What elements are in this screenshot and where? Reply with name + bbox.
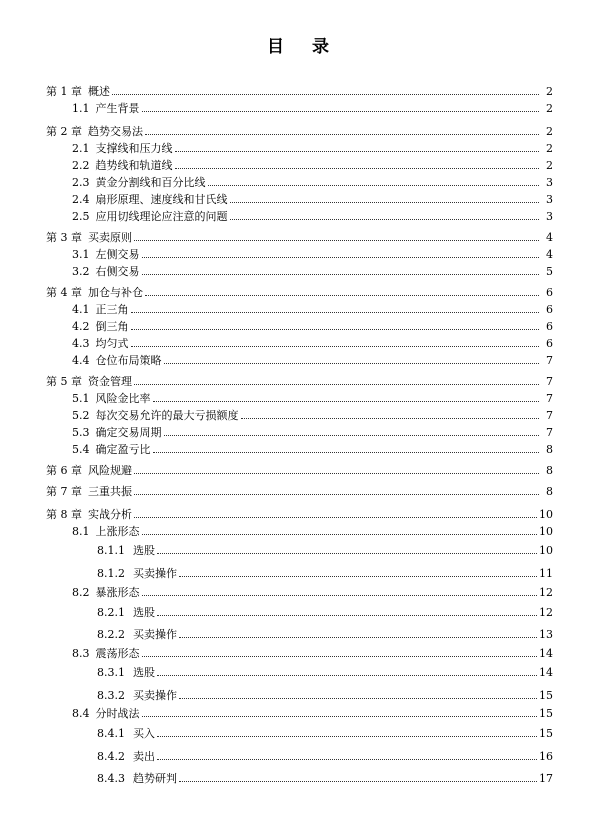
toc-entry[interactable]	[97, 566, 553, 580]
toc-leader-dots	[230, 219, 540, 220]
toc-entry-number: 8.3.2	[97, 689, 125, 702]
toc-entry-page: 2	[546, 142, 553, 155]
toc-entry[interactable]	[72, 209, 553, 223]
toc-leader-dots	[157, 675, 537, 676]
toc-entry-label: 买卖操作	[133, 628, 177, 641]
toc-entry-number: 4.1	[72, 303, 90, 316]
toc-leader-dots	[179, 576, 537, 577]
toc-entry[interactable]	[72, 425, 553, 439]
toc-entry-number: 2.1	[72, 142, 90, 155]
toc-entry[interactable]	[46, 484, 553, 498]
toc-entry[interactable]	[46, 230, 553, 244]
toc-entry-number: 8.2	[72, 586, 90, 599]
toc-entry-label: 卖出	[133, 750, 155, 763]
toc-entry-page: 7	[546, 409, 553, 422]
toc-entry-page: 3	[546, 210, 553, 223]
toc-entry-page: 7	[546, 375, 553, 388]
toc-entry-label: 买卖操作	[133, 689, 177, 702]
toc-leader-dots	[153, 452, 540, 453]
toc-entry-label: 选股	[133, 544, 155, 557]
toc-entry-label: 倒三角	[95, 320, 129, 333]
toc-leader-dots	[241, 418, 540, 419]
toc-entry-number: 第 7 章	[46, 485, 82, 498]
toc-entry[interactable]	[46, 124, 553, 138]
toc-entry-page: 14	[539, 666, 553, 679]
toc-entry-label: 正三角	[95, 303, 129, 316]
toc-entry[interactable]	[72, 175, 553, 189]
toc-entry-number: 8.3.1	[97, 666, 125, 679]
toc-entry-number: 第 5 章	[46, 375, 82, 388]
toc-entry-page: 4	[546, 248, 553, 261]
title-char-2: 录	[312, 37, 331, 57]
toc-entry[interactable]	[72, 141, 553, 155]
toc-entry-number: 8.4.3	[97, 772, 125, 785]
toc-entry-number: 第 3 章	[46, 231, 82, 244]
toc-entry[interactable]	[97, 605, 553, 619]
toc-entry-label: 上涨形态	[95, 525, 140, 538]
toc-entry-page: 12	[539, 586, 553, 599]
toc-leader-dots	[175, 168, 540, 169]
toc-entry-label: 暴涨形态	[95, 586, 140, 599]
toc-entry-label: 扇形原理、速度线和甘氏线	[95, 193, 228, 206]
toc-entry-number: 2.5	[72, 210, 90, 223]
toc-entry-page: 15	[539, 689, 553, 702]
toc-entry-page: 8	[546, 464, 553, 477]
toc-entry-number: 8.1.2	[97, 567, 125, 580]
toc-entry-number: 4.4	[72, 354, 90, 367]
toc-entry-label: 买卖原则	[88, 231, 132, 244]
toc-leader-dots	[179, 637, 537, 638]
toc-entry-label: 趋势交易法	[88, 125, 143, 138]
toc-entry-number: 8.4.1	[97, 727, 125, 740]
toc-entry[interactable]	[97, 688, 553, 702]
page-title	[0, 32, 598, 57]
toc-entry-page: 6	[546, 286, 553, 299]
toc-entry[interactable]	[72, 319, 553, 333]
toc-entry-page: 7	[546, 392, 553, 405]
toc-entry-page: 7	[546, 354, 553, 367]
toc-entry-page: 5	[546, 265, 553, 278]
toc-leader-dots	[164, 435, 540, 436]
toc-entry-page: 6	[546, 303, 553, 316]
toc-entry[interactable]	[72, 353, 553, 367]
toc-entry[interactable]	[46, 285, 553, 299]
toc-entry[interactable]	[72, 646, 553, 660]
toc-entry[interactable]	[72, 585, 553, 599]
toc-leader-dots	[145, 134, 539, 135]
toc-entry-label: 支撑线和压力线	[95, 142, 173, 155]
toc-entry-label: 震荡形态	[95, 647, 140, 660]
toc-entry[interactable]	[46, 84, 553, 98]
toc-entry-label: 趋势线和轨道线	[95, 159, 173, 172]
toc-entry[interactable]	[72, 524, 553, 538]
toc-entry-label: 买卖操作	[133, 567, 177, 580]
toc-entry-number: 第 1 章	[46, 85, 82, 98]
toc-entry-page: 2	[546, 125, 553, 138]
toc-entry-label: 风险金比率	[95, 392, 151, 405]
toc-entry[interactable]	[97, 665, 553, 679]
toc-entry-label: 加仓与补仓	[88, 286, 143, 299]
toc-entry-label: 买入	[133, 727, 155, 740]
toc-leader-dots	[175, 151, 540, 152]
toc-entry-page: 6	[546, 337, 553, 350]
toc-leader-dots	[230, 202, 540, 203]
toc-entry-page: 12	[539, 606, 553, 619]
toc-leader-dots	[112, 94, 539, 95]
toc-entry-page: 10	[539, 508, 553, 521]
toc-entry-number: 8.2.2	[97, 628, 125, 641]
toc-entry-number: 5.4	[72, 443, 90, 456]
toc-entry-page: 17	[539, 772, 553, 785]
toc-leader-dots	[142, 534, 538, 535]
toc-entry-page: 8	[546, 485, 553, 498]
toc-entry-number: 3.2	[72, 265, 90, 278]
toc-entry-label: 选股	[133, 606, 155, 619]
toc-entry-number: 8.3	[72, 647, 90, 660]
toc-entry-number: 2.2	[72, 159, 90, 172]
toc-leader-dots	[179, 698, 537, 699]
toc-entry-number: 4.2	[72, 320, 90, 333]
toc-leader-dots	[145, 295, 539, 296]
toc-leader-dots	[142, 274, 540, 275]
toc-leader-dots	[142, 595, 538, 596]
toc-entry-page: 11	[539, 567, 553, 580]
toc-entry-number: 8.2.1	[97, 606, 125, 619]
toc-entry[interactable]	[72, 247, 553, 261]
toc-leader-dots	[157, 736, 537, 737]
toc-entry-page: 8	[546, 443, 553, 456]
toc-entry-page: 14	[539, 647, 553, 660]
toc-leader-dots	[134, 240, 539, 241]
toc-entry-page: 3	[546, 176, 553, 189]
toc-entry-number: 2.3	[72, 176, 90, 189]
toc-entry[interactable]	[72, 101, 553, 115]
toc-entry-page: 13	[539, 628, 553, 641]
toc-entry-page: 7	[546, 426, 553, 439]
toc-entry[interactable]	[72, 158, 553, 172]
toc-entry-number: 5.1	[72, 392, 90, 405]
title-char-1: 目	[267, 37, 286, 57]
toc-entry[interactable]	[46, 374, 553, 388]
toc-entry[interactable]	[97, 726, 553, 740]
toc-leader-dots	[157, 615, 537, 616]
toc-entry-label: 左侧交易	[95, 248, 140, 261]
toc-entry[interactable]	[72, 391, 553, 405]
toc-entry-page: 2	[546, 102, 553, 115]
toc-entry-label: 趋势研判	[133, 772, 177, 785]
toc-entry[interactable]	[72, 336, 553, 350]
toc-entry-label: 确定盈亏比	[95, 443, 151, 456]
toc-entry-number: 3.1	[72, 248, 90, 261]
toc-entry-page: 2	[546, 85, 553, 98]
toc-entry-label: 选股	[133, 666, 155, 679]
toc-entry-page: 4	[546, 231, 553, 244]
toc-entry[interactable]	[72, 192, 553, 206]
toc-leader-dots	[131, 346, 540, 347]
toc-entry-number: 2.4	[72, 193, 90, 206]
toc-leader-dots	[131, 329, 540, 330]
toc-entry-number: 第 2 章	[46, 125, 82, 138]
toc-leader-dots	[134, 384, 539, 385]
toc-entry-label: 确定交易周期	[95, 426, 162, 439]
toc-entry-page: 15	[539, 727, 553, 740]
toc-entry[interactable]	[72, 408, 553, 422]
toc-entry[interactable]	[97, 543, 553, 557]
toc-entry[interactable]	[46, 507, 553, 521]
toc-leader-dots	[179, 781, 537, 782]
toc-entry-label: 分时战法	[95, 707, 140, 720]
toc-leader-dots	[157, 553, 537, 554]
toc-entry[interactable]	[72, 706, 553, 720]
toc-leader-dots	[142, 111, 540, 112]
toc-entry[interactable]	[97, 771, 553, 785]
toc-entry-label: 均匀式	[95, 337, 129, 350]
toc-entry-page: 15	[539, 707, 553, 720]
toc-entry[interactable]	[72, 264, 553, 278]
toc-entry-number: 5.2	[72, 409, 90, 422]
toc-leader-dots	[131, 312, 540, 313]
toc-entry[interactable]	[97, 627, 553, 641]
toc-leader-dots	[208, 185, 540, 186]
toc-entry-page: 2	[546, 159, 553, 172]
toc-leader-dots	[153, 401, 540, 402]
toc-entry-label: 实战分析	[88, 508, 132, 521]
toc-entry-label: 产生背景	[95, 102, 140, 115]
toc-leader-dots	[142, 656, 538, 657]
toc-entry-label: 风险规避	[88, 464, 132, 477]
toc-entry-number: 第 6 章	[46, 464, 82, 477]
toc-entry-number: 8.1	[72, 525, 90, 538]
toc-entry[interactable]	[46, 463, 553, 477]
toc-entry-label: 每次交易允许的最大亏损额度	[95, 409, 239, 422]
toc-entry-page: 16	[539, 750, 553, 763]
toc-entry-label: 应用切线理论应注意的问题	[95, 210, 228, 223]
toc-entry-label: 右侧交易	[95, 265, 140, 278]
toc-leader-dots	[134, 494, 539, 495]
toc-leader-dots	[157, 759, 537, 760]
toc-leader-dots	[134, 517, 537, 518]
toc-entry-number: 第 8 章	[46, 508, 82, 521]
toc-entry-page: 3	[546, 193, 553, 206]
toc-entry[interactable]	[97, 749, 553, 763]
toc-leader-dots	[142, 716, 538, 717]
toc-entry-label: 仓位布局策略	[95, 354, 162, 367]
toc-entry-number: 第 4 章	[46, 286, 82, 299]
toc-entry[interactable]	[72, 442, 553, 456]
toc-entry-number: 5.3	[72, 426, 90, 439]
toc-entry-number: 4.3	[72, 337, 90, 350]
toc-entry-page: 10	[539, 544, 553, 557]
toc-leader-dots	[134, 473, 539, 474]
toc-entry-number: 8.1.1	[97, 544, 125, 557]
toc-entry[interactable]	[72, 302, 553, 316]
toc-entry-label: 概述	[88, 85, 110, 98]
toc-entry-label: 资金管理	[88, 375, 132, 388]
toc-leader-dots	[142, 257, 540, 258]
toc-entry-page: 10	[539, 525, 553, 538]
toc-entry-number: 8.4.2	[97, 750, 125, 763]
toc-leader-dots	[164, 363, 540, 364]
toc-entry-number: 1.1	[72, 102, 90, 115]
toc-entry-page: 6	[546, 320, 553, 333]
toc-entry-number: 8.4	[72, 707, 90, 720]
toc-entry-label: 黄金分割线和百分比线	[95, 176, 206, 189]
toc-entry-label: 三重共振	[88, 485, 132, 498]
